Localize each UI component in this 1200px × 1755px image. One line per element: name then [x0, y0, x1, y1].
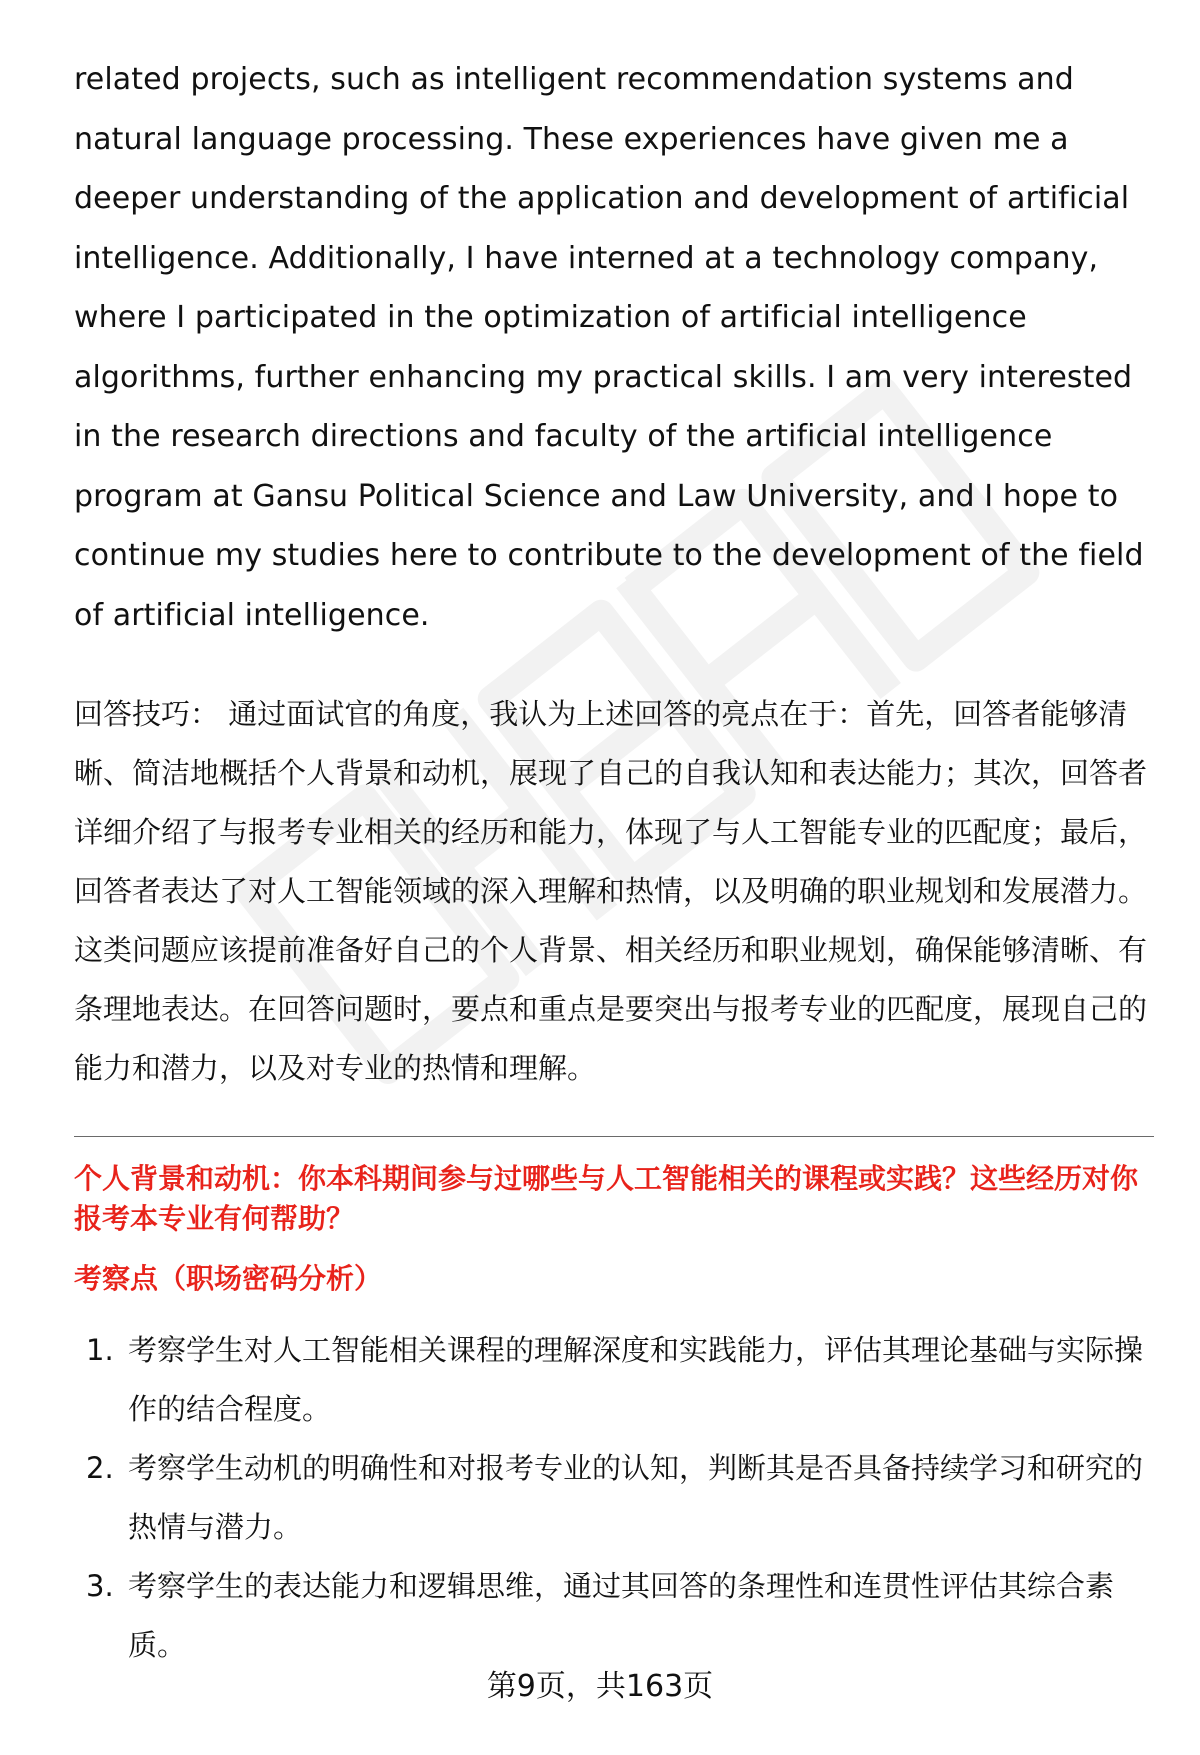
english-answer-paragraph: related projects, such as intelligent recommendation systems and natural language processing. These experiences have given me a deeper understanding of the application and development of artificial intelligence. Additionally, I have interned at a technology company, where I participated in the optimization of artificial intelligence algorithms, further enhancing my practical skills. I am very interested in the research directions and faculty of the artificial intelligence program at Gansu Political Science and Law University, and I hope to continue my studies here to contribute to the development of the field of artificial intelligence.: [74, 62, 1144, 633]
assessment-item: [74, 1439, 1154, 1557]
assessment-item-number: 3.: [86, 1569, 114, 1603]
question-heading: 个人背景和动机：你本科期间参与过哪些与人工智能相关的课程或实践？这些经历对你报考本专业有何帮助？: [74, 1162, 1139, 1235]
assessment-item-number: 1.: [86, 1333, 114, 1367]
section-divider: [74, 1136, 1154, 1137]
assessment-title: 考察点（职场密码分析）: [74, 1262, 383, 1295]
assessment-item: [74, 1321, 1154, 1439]
assessment-item: [74, 1557, 1154, 1675]
assessment-item-text: 考察学生对人工智能相关课程的理解深度和实践能力，评估其理论基础与实际操作的结合程度。: [128, 1333, 1144, 1426]
assessment-item-text: 考察学生的表达能力和逻辑思维，通过其回答的条理性和连贯性评估其综合素质。: [128, 1569, 1115, 1662]
assessment-item-number: 2.: [86, 1451, 114, 1485]
page-number-footer: 第9页，共163页: [486, 1669, 714, 1704]
assessment-list: [74, 1321, 1154, 1675]
answer-tip-paragraph: 回答技巧： 通过面试官的角度，我认为上述回答的亮点在于：首先，回答者能够清晰、简洁地概括个人背景和动机，展现了自己的自我认知和表达能力；其次，回答者详细介绍了与报考专业相关的经历和能力，体现了与人工智能专业的匹配度；最后，回答者表达了对人工智能领域的深入理解和热情，以及明确的职业规划和发展潜力。这类问题应该提前准备好自己的个人背景、相关经历和职业规划，确保能够清晰、有条理地表达。在回答问题时，要点和重点是要突出与报考专业的匹配度，展现自己的能力和潜力，以及对专业的热情和理解。: [74, 697, 1148, 1085]
main-content: [74, 50, 1154, 1675]
assessment-item-text: 考察学生动机的明确性和对报考专业的认知，判断其是否具备持续学习和研究的热情与潜力。: [128, 1451, 1144, 1544]
